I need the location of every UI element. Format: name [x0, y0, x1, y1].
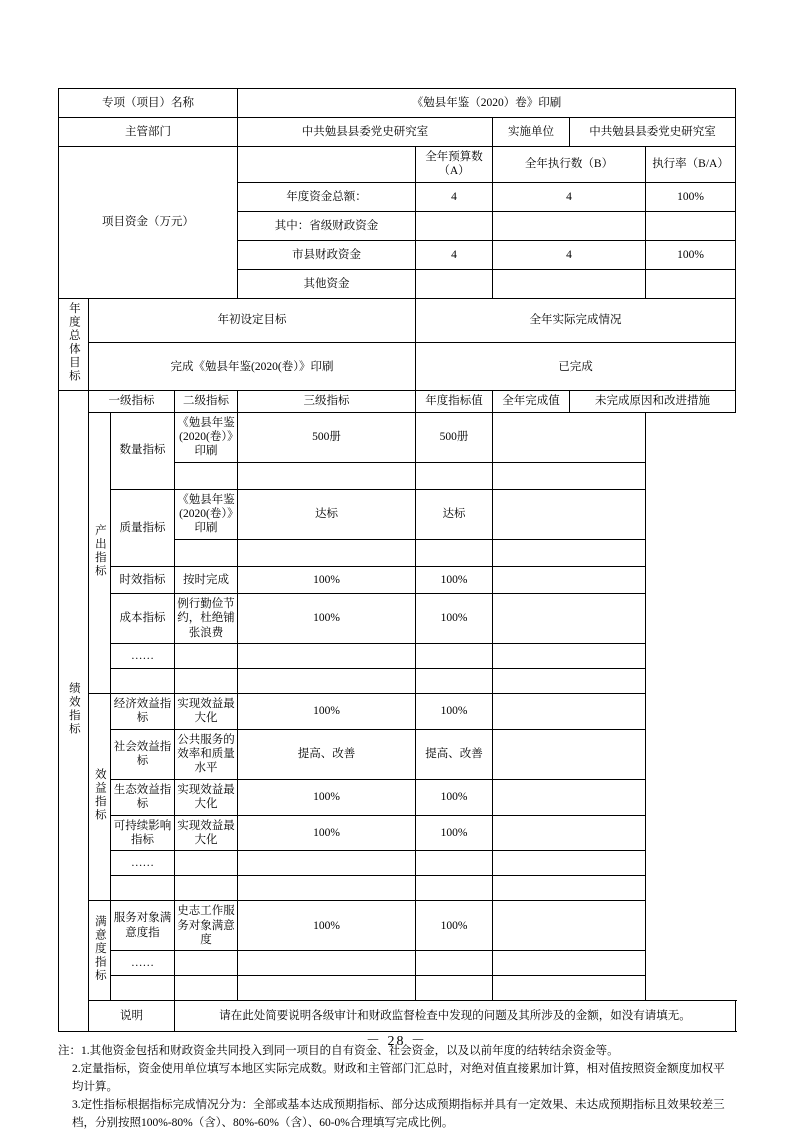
performance-target: 达标 — [238, 489, 416, 539]
performance-target — [238, 876, 416, 901]
table-row — [59, 1001, 736, 1032]
performance-target — [238, 462, 416, 489]
table-row — [59, 298, 736, 343]
funds-row-rate: 100% — [646, 240, 736, 269]
performance-target — [238, 951, 416, 976]
performance-reason — [493, 693, 646, 729]
performance-reason — [493, 951, 646, 976]
performance-reason — [493, 729, 646, 779]
performance-done — [416, 462, 493, 489]
performance-reason — [493, 976, 646, 1001]
performance-reason — [493, 566, 646, 593]
performance-level2-ecological: 生态效益指标 — [111, 779, 175, 815]
note-2: 2.定量指标，资金使用单位填写本地区实际完成数。财政和主管部门汇总时，对绝对值直接累加计算，相对值按照资金额度加权平均计算。 — [72, 1063, 725, 1093]
performance-level2-blank — [111, 976, 175, 1001]
table-row — [59, 343, 736, 391]
performance-header-reason: 未完成原因和改进措施 — [570, 391, 736, 412]
performance-done: 100% — [416, 593, 493, 643]
performance-level3 — [175, 976, 238, 1001]
performance-done — [416, 876, 493, 901]
performance-reason — [493, 851, 646, 876]
table-row — [59, 118, 736, 147]
table-row — [59, 643, 736, 668]
performance-target — [238, 851, 416, 876]
performance-target — [238, 539, 416, 566]
note-3: 3.定性指标根据指标完成情况分为：全部或基本达成预期指标、部分达成预期指标并具有一定效果、未达成预期指标且效果较差三档，分别按照100%-80%（含）、80%-60%（含）、60-0%合理填写完成比例。 — [72, 1098, 725, 1129]
funds-row-exec — [493, 211, 646, 240]
performance-reason — [493, 876, 646, 901]
performance-done — [416, 539, 493, 566]
performance-done: 达标 — [416, 489, 493, 539]
performance-level3 — [175, 668, 238, 693]
funds-row-exec: 4 — [493, 240, 646, 269]
authority-label: 主管部门 — [59, 118, 238, 147]
performance-done: 提高、改善 — [416, 729, 493, 779]
performance-target — [238, 668, 416, 693]
performance-level3: 公共服务的效率和质量水平 — [175, 729, 238, 779]
table-row — [59, 89, 736, 118]
performance-done — [416, 643, 493, 668]
performance-level3: 《勉县年鉴(2020(卷）》印刷 — [175, 489, 238, 539]
performance-level2-ellipsis: …… — [111, 643, 175, 668]
performance-target: 100% — [238, 901, 416, 951]
table-row — [59, 668, 736, 693]
authority-value: 中共勉县县委党史研究室 — [238, 118, 493, 147]
table-row — [59, 489, 736, 539]
funds-row-label: 其他资金 — [238, 269, 416, 298]
performance-reason — [493, 901, 646, 951]
table-row — [59, 593, 736, 643]
performance-level3 — [175, 462, 238, 489]
performance-done — [416, 976, 493, 1001]
performance-target: 500册 — [238, 412, 416, 462]
table-row — [59, 976, 736, 1001]
performance-level3: 按时完成 — [175, 566, 238, 593]
performance-level2-blank — [111, 668, 175, 693]
funds-row-rate — [646, 211, 736, 240]
performance-level3 — [175, 539, 238, 566]
performance-level3: 实现效益最大化 — [175, 693, 238, 729]
funds-row-rate: 100% — [646, 182, 736, 211]
funds-row-label: 年度资金总额： — [238, 182, 416, 211]
table-row — [59, 951, 736, 976]
funds-row-exec: 4 — [493, 182, 646, 211]
annual-goal-set-header: 年初设定目标 — [89, 298, 416, 343]
funds-col-rate: 执行率（B/A） — [646, 147, 736, 183]
performance-done: 500册 — [416, 412, 493, 462]
performance-target — [238, 643, 416, 668]
performance-level2-quality: 质量指标 — [111, 489, 175, 566]
page-number: － 28 － — [366, 1034, 427, 1049]
funds-row-budget: 4 — [416, 240, 493, 269]
performance-reason — [493, 668, 646, 693]
note-1: 注：1.其他资金包括和财政资金共同投入到同一项目的自有资金、社会资金，以及以前年度的结转结余资金等。 — [58, 1045, 619, 1058]
funds-row-exec — [493, 269, 646, 298]
notes-block — [58, 1043, 735, 1132]
remark-label: 说明 — [89, 1001, 175, 1032]
performance-level2-social: 社会效益指标 — [111, 729, 175, 779]
performance-done — [416, 668, 493, 693]
project-name-value: 《勉县年鉴（2020）卷》印刷 — [238, 89, 736, 118]
performance-level2-economic: 经济效益指标 — [111, 693, 175, 729]
table-row — [59, 779, 736, 815]
funds-row-label: 其中：省级财政资金 — [238, 211, 416, 240]
performance-level3 — [175, 643, 238, 668]
table-row — [59, 815, 736, 851]
annual-goal-actual-header: 全年实际完成情况 — [416, 298, 736, 343]
table-row — [59, 693, 736, 729]
performance-level2-timeliness: 时效指标 — [111, 566, 175, 593]
performance-reason — [493, 593, 646, 643]
performance-level3: 实现效益最大化 — [175, 779, 238, 815]
table-row — [59, 901, 736, 951]
funds-row-label: 市县财政资金 — [238, 240, 416, 269]
annual-goal-row-label: 年度总体目标 — [59, 298, 89, 390]
table-row — [59, 851, 736, 876]
performance-row-label: 绩效指标 — [59, 391, 89, 1032]
performance-level2-quantity: 数量指标 — [111, 412, 175, 489]
performance-done: 100% — [416, 693, 493, 729]
funds-col-exec: 全年执行数（B） — [493, 147, 646, 183]
performance-done: 100% — [416, 779, 493, 815]
funds-row-budget — [416, 269, 493, 298]
performance-level3: 实现效益最大化 — [175, 815, 238, 851]
performance-level2-sustainable: 可持续影响指标 — [111, 815, 175, 851]
performance-reason — [493, 412, 646, 462]
performance-done — [416, 951, 493, 976]
performance-level2-blank — [111, 876, 175, 901]
table-row — [59, 147, 736, 183]
remark-text: 请在此处简要说明各级审计和财政监督检查中发现的问题及其所涉及的金额，如没有请填无。 — [175, 1001, 736, 1032]
performance-level1-output: 产出指标 — [89, 412, 111, 693]
performance-level3: 史志工作服务对象满意度 — [175, 901, 238, 951]
implement-label: 实施单位 — [493, 118, 570, 147]
performance-reason — [493, 489, 646, 539]
table-row — [59, 566, 736, 593]
performance-reason — [493, 815, 646, 851]
funds-row-budget: 4 — [416, 182, 493, 211]
funds-row-rate — [646, 269, 736, 298]
performance-reason — [493, 643, 646, 668]
performance-header-level2: 二级指标 — [175, 391, 238, 412]
performance-level2-ellipsis: …… — [111, 851, 175, 876]
performance-header-level3: 三级指标 — [238, 391, 416, 412]
performance-level2-cost: 成本指标 — [111, 593, 175, 643]
performance-header-level1: 一级指标 — [89, 391, 175, 412]
performance-level1-benefit: 效益指标 — [89, 693, 111, 900]
performance-header-target: 年度指标值 — [416, 391, 493, 412]
performance-level3: 例行勤俭节约，杜绝铺张浪费 — [175, 593, 238, 643]
performance-level3 — [175, 951, 238, 976]
funds-title: 项目资金（万元） — [59, 147, 238, 299]
performance-level3 — [175, 876, 238, 901]
table-row — [59, 876, 736, 901]
implement-value: 中共勉县县委党史研究室 — [570, 118, 736, 147]
table-row — [59, 412, 736, 462]
performance-target: 提高、改善 — [238, 729, 416, 779]
funds-row-budget — [416, 211, 493, 240]
table-row — [59, 729, 736, 779]
performance-target: 100% — [238, 815, 416, 851]
performance-header-done: 全年完成值 — [493, 391, 570, 412]
annual-goal-set-value: 完成《勉县年鉴(2020(卷）》印刷 — [89, 343, 416, 391]
performance-target: 100% — [238, 779, 416, 815]
performance-level2-ellipsis: …… — [111, 951, 175, 976]
funds-empty-cell — [238, 147, 416, 183]
performance-target: 100% — [238, 593, 416, 643]
performance-level3 — [175, 851, 238, 876]
performance-level1-satisfaction: 满意度指标 — [89, 901, 111, 1001]
performance-target — [238, 976, 416, 1001]
performance-reason — [493, 539, 646, 566]
performance-target: 100% — [238, 566, 416, 593]
performance-reason — [493, 779, 646, 815]
performance-done: 100% — [416, 901, 493, 951]
performance-reason — [493, 462, 646, 489]
performance-target: 100% — [238, 693, 416, 729]
funds-col-budget: 全年预算数（A） — [416, 147, 493, 183]
performance-done: 100% — [416, 815, 493, 851]
performance-done: 100% — [416, 566, 493, 593]
project-name-label: 专项（项目）名称 — [59, 89, 238, 118]
performance-level2-service-satisfaction: 服务对象满意度指 — [111, 901, 175, 951]
table-row — [59, 391, 736, 412]
annual-goal-actual-value: 已完成 — [416, 343, 736, 391]
performance-table — [58, 88, 736, 1032]
performance-level3: 《勉县年鉴(2020(卷）》印刷 — [175, 412, 238, 462]
performance-done — [416, 851, 493, 876]
